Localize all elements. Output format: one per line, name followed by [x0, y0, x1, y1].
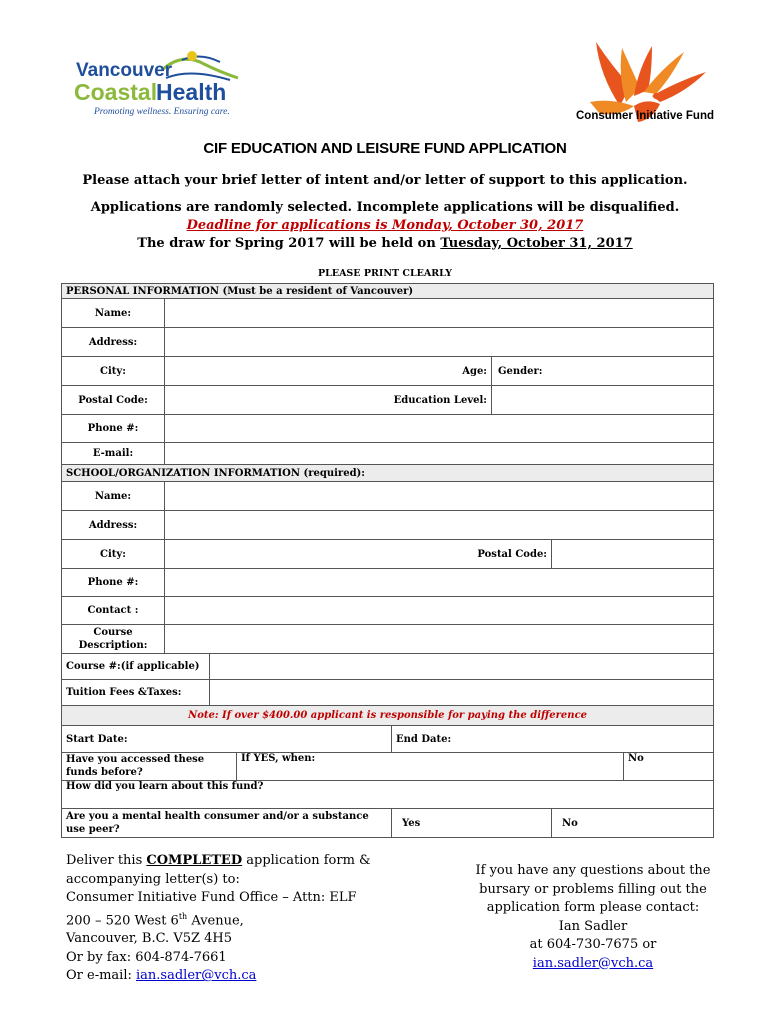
logo-vancouver: Vancouver [76, 60, 173, 81]
school-name-label: Name: [62, 482, 165, 511]
school-phone-field[interactable] [165, 569, 714, 597]
personal-phone-label: Phone #: [62, 415, 165, 443]
personal-city-field[interactable] [165, 357, 492, 386]
attach-instruction: Please attach your brief letter of intent and/or letter of support to this application. [82, 173, 688, 188]
gender-label: Gender: [498, 365, 543, 377]
accessed-no-option[interactable]: No [624, 753, 714, 781]
personal-name-field[interactable] [165, 299, 714, 328]
personal-address-field[interactable] [165, 328, 714, 357]
school-heading: SCHOOL/ORGANIZATION INFORMATION (required): [62, 465, 714, 482]
start-date-label: Start Date: [66, 733, 128, 745]
school-city-field[interactable] [165, 540, 552, 569]
school-contact-label: Contact : [62, 597, 165, 625]
mh-consumer-label: Are you a mental health consumer and/or a substance use peer? [62, 809, 392, 838]
accessed-before-label: Have you accessed these funds before? [62, 753, 237, 781]
start-date-field[interactable] [62, 726, 392, 753]
deadline-notice: Deadline for applications is Monday, October 30, 2017 [186, 218, 584, 233]
delivery-email-link[interactable]: ian.sadler@vch.ca [136, 968, 257, 984]
tuition-note: Note: If over $400.00 applicant is responsible for paying the difference [62, 706, 714, 726]
vch-logo-mark [70, 48, 250, 120]
course-number-label: Course #:(if applicable) [62, 654, 210, 680]
school-address-label: Address: [62, 511, 165, 540]
course-description-label: Course Description: [62, 625, 165, 654]
personal-email-field[interactable] [165, 443, 714, 465]
cif-logo-label: Consumer Initiative Fund [575, 110, 714, 122]
personal-education-field[interactable] [492, 386, 714, 415]
contact-email-link[interactable]: ian.sadler@vch.ca [532, 955, 654, 971]
form-title: CIF EDUCATION AND LEISURE FUND APPLICATION [203, 140, 567, 157]
school-name-field[interactable] [165, 482, 714, 511]
school-city-label: City: [62, 540, 165, 569]
course-description-field[interactable] [165, 625, 714, 654]
contact-name: Ian Sadler [558, 918, 628, 934]
mh-yes-option[interactable]: Yes [392, 809, 552, 838]
personal-postal-label: Postal Code: [62, 386, 165, 415]
tuition-field[interactable] [210, 680, 714, 706]
school-phone-label: Phone #: [62, 569, 165, 597]
school-address-field[interactable] [165, 511, 714, 540]
personal-phone-field[interactable] [165, 415, 714, 443]
school-postal-field[interactable] [552, 540, 714, 569]
print-clearly-label: PLEASE PRINT CLEARLY [318, 268, 452, 279]
random-selection-notice: Applications are randomly selected. Incomplete applications will be disqualified. [90, 200, 680, 215]
logo-health: Health [156, 79, 227, 105]
if-yes-label: If YES, when: [241, 753, 316, 764]
personal-postal-field[interactable] [165, 386, 492, 415]
vch-logo [70, 48, 250, 120]
personal-name-label: Name: [62, 299, 165, 328]
course-number-field[interactable] [210, 654, 714, 680]
end-date-label: End Date: [396, 733, 452, 745]
logo-coastal: Coastal [74, 79, 158, 105]
draw-date: Tuesday, October 31, 2017 [440, 236, 633, 251]
personal-age-field[interactable] [492, 357, 714, 386]
personal-email-label: E-mail: [62, 443, 165, 465]
draw-notice: The draw for Spring 2017 will be held on Tuesday, October 31, 2017 [137, 236, 633, 251]
delivery-instructions: Deliver this COMPLETED application form & accompanying letter(s) to: Consumer Initiative Fund Office – Attn: ELF 200 – 520 West 6th Avenue, Vancouver, B.C. V5Z 4H5 Or by fax: 604-874-7661 Or e-mail: ian.sadler@vch.ca [66, 853, 371, 984]
personal-city-label: City: [62, 357, 165, 386]
contact-phone: at 604-730-7675 or [529, 937, 657, 952]
learn-about-field[interactable] [62, 781, 714, 809]
tuition-label: Tuition Fees &Taxes: [62, 680, 210, 706]
learn-about-label: How did you learn about this fund? [66, 781, 264, 792]
education-label: Education Level: [393, 394, 487, 406]
personal-address-label: Address: [62, 328, 165, 357]
completed-emphasis: COMPLETED [146, 853, 243, 868]
contact-info: If you have any questions about the bursary or problems filling out the application form please contact: Ian Sadler at 604-730-7675 or ian.sadler@vch.ca [470, 862, 716, 973]
end-date-field[interactable] [392, 726, 714, 753]
if-yes-when-field[interactable] [237, 753, 624, 781]
application-form [61, 283, 714, 838]
age-label: Age: [462, 365, 487, 377]
logo-tagline: Promoting wellness. Ensuring care. [94, 107, 230, 117]
school-postal-label: Postal Code: [477, 548, 547, 560]
personal-heading: PERSONAL INFORMATION (Must be a resident of Vancouver) [62, 284, 714, 299]
mh-no-option[interactable]: No [552, 809, 714, 838]
school-contact-field[interactable] [165, 597, 714, 625]
